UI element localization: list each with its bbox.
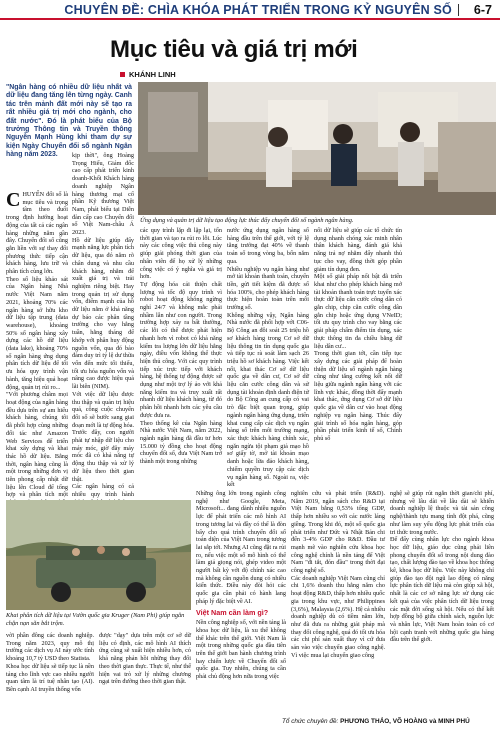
column-1-lower: [6, 632, 94, 694]
col4-para-2: Không những vậy, Ngân hàng Nhà nước đã phối hợp với C06-Bộ Công an đôi soát 25 triệu hồ sơ khách hàng trong Cơ sở dữ liệu thông tin tín dụng quốc gia và tiếp tục rà soát làm sạch 26 triệu hồ sơ khách hàng. Việc kết nối, khai thác Cơ sở dữ liệu quốc gia về dân cư, Cơ sở dữ liệu căn cước công dân và sử dụng tài khoản định danh điện tử do Bộ Công an cung cấp có vai trò đặc biệt quan trọng, giúp ngành ngân hàng ứng dụng, triển khai cung cấp các dịch vụ ngân hàng số trên môi trường mạng, xác thực khách hàng chính xác, ngăn ngừa tội phạm giả mạo hồ sơ giấy tờ, mở tài khoản mạo danh hoặc lừa đảo khách hàng, chiếm quyền truy cập các dịch vụ ngân hàng số. Ngoài ra, việc kết: [227, 311, 309, 489]
col5-para-2: Trong thời gian tới, cần tiếp tục xây dựng các giải pháp để hoàn thiện dữ liệu số ngành ngân hàng cũng như tăng cường kết nối dữ liệu giữa ngành ngân hàng với các lĩnh vực khác, đồng thời đẩy mạnh khai thác, ứng dụng Cơ sở dữ liệu quốc gia về dân cư vào hoạt động nghiệp vụ ngân hàng. Thúc đẩy giải trình số hóa ngân hàng, góp phần phát triển kinh tế số, Chính phủ số: [314, 350, 402, 442]
column-5: [314, 227, 402, 443]
col5b-para-1: Để đẩy cùng nhân lực cho ngành khoa học dữ liệu, giáo dục cũng phải liên phong chuyển đổi số trong nội dung đào tạo, chất lượng đào tạo về khoa học thống kê, khoa học dữ liệu. Việc này không chỉ giúp đào tạo đội ngũ lao động có năng lực phân tích dữ liệu mà còn giúp xã hội, nhất là các cơ sở năng lực sử dụng các kết quả của việc phân tích dữ liệu trong các mặt đời sống xã hội. Nếu có thể kết hợp đồng bộ giữa chính sách, nguồn lực và nhân lực, Việt Nam hoàn toàn có cơ hội cạnh tranh với những quốc gia hàng đầu trên thế giới.: [390, 536, 494, 644]
column-4-lower: [291, 490, 385, 659]
article-byline: [120, 70, 176, 79]
photo-bank-office: [138, 82, 496, 215]
col3b-para-0: Những ông lớn trong ngành công nghệ như Google, Meta, Microsoft... đang dành nhiều nguồn lực để phát triển các mô hình AI trong tương lai và đầy có thể là đòn bẩy cho quá trình chuyển đổi số toàn diện của Việt Nam trong tương lai sắp tới. Nhưng AI cũng đặt ra rủi ro, nếu việc một số mô hình có thể làm giả giọng nói, ghép video một người bất kỳ với độ chính xác cao mà không cần nguồn dung có nhiều kiến thức. Điều này đòi hỏi các quốc gia cần phải có hành lang pháp lý đặc biệt về AI.: [196, 490, 286, 605]
col1b-para-0: vời phần đông các doanh nghiệp. Trong năm 2023, quy mô thị trường các dịch vụ AI này ước tính khoảng 10,7 tỷ USD theo Statista.: [6, 632, 94, 663]
section-title: CHUYÊN ĐỀ: CHÌA KHÓA PHÁT TRIỂN TRONG KỶ NGUYÊN SỐ: [64, 3, 452, 17]
col5-para-1: Một số giải pháp nổi bật đã triển khai như cho phép khách hàng mở tài khoản thanh toán trực tuyến xác thực dữ liệu căn cước công dân có gắn chip, chip căn cước công dân gắn chip hoặc ứng dụng VNeID; tối ưu quy trình cho vay bằng các giải pháp chấm điểm tín dụng, xác thực thông tin đa chiều bằng dữ liệu dân cư...: [314, 273, 402, 350]
byline-marker-icon: [120, 72, 125, 77]
column-4: [227, 227, 309, 489]
organizer-credit: [282, 718, 470, 725]
col4b-para-0: nghiên cứu và phát triển (R&D). Năm 2019, ngân sách cho R&D tại Việt Nam bằng 0,53% tổng GDP, thấp hơn nhiều so với các nước láng giềng. Trong khi đó, một số quốc gia phát triển như Đức và Nhật Bản chi đến 3-4% GDP cho R&D. Đầu tư mạnh mẽ vào nghiên cứu khoa học công nghệ chính là nền tảng để Việt Nam "đi tắt, đón đầu" trong thời đại công nghệ số.: [291, 490, 385, 575]
column-2-lower: [99, 632, 191, 686]
photo-kruger-safari: [6, 500, 191, 610]
col3-para-0: các quy trình lặp đi lặp lại, tốn thời gian và tạo ra rủi ro lỗi. Lúc này các công việc thủ công này giúp giải phóng thời gian của nhân viên để họ xử lý những công việc có ý nghĩa và giá trị hơn.: [140, 227, 222, 281]
col1-para-1: Theo số liệu khảo sát của Ngân hàng Nhà nước Việt Nam năm 2021, khoảng 70% các ngân hàng sở hữu kho dữ liệu tập trung (data warehouse), khoảng 50% số ngân hàng xây dựng các hồ dữ liệu (data lake), khoảng 70% số ngân hàng ứng dụng phân tích dữ liệu để tối ưu hóa quy trình vận hành, tăng hiệu quả hoạt động, quản trị rủi ro...: [6, 275, 68, 391]
col2b-para-0: được "dạy" dựa trên một cơ sở dữ liệu có định, các mô hình AI thích ứng cùng sẽ xuất hiện nhiều hơn, có khả năng phản hồi những thay đổi theo thời gian thực. Thực tế, như thế hiện vai trò xử lý những chương ngại trên đường theo thời gian thật.: [99, 632, 191, 686]
byline-author: KHÁNH LINH: [129, 70, 176, 79]
col2-para-1: Hồ dữ liệu giúp đẩy mạnh năng lực phân tích dữ liệu, qua đó năm rõ chân dung và nhu cầu khách hàng, nhằm để xuất giá trị và trải nghiệm riêng biệt. Hay trong quản trị sử dụng vốn, điểm mạnh của hồ dữ liệu nằm ở khả năng dự báo các phân tầng trường cho vay hằng tuần, hằng tháng để khớp với phân huy động nguồn vốn, qua đó bảo đảm duy trì tỷ lệ dư thừa vốn đến mức tối thiểu, tối ưu hóa nguồn vốn và nâng cao được hiệu quả lãi biên (NIM).: [72, 236, 134, 391]
credit-label: Tổ chức chuyên đề:: [282, 718, 339, 725]
column-5-lower: [390, 490, 494, 644]
col4-para-0: nước ứng dụng ngân hàng số hàng đầu trên thế giới, với tỷ lệ tăng trưởng đạt 40% về thanh toán số trong vòng ba, bốn năm qua.: [227, 227, 309, 265]
credit-names: PHƯƠNG THẢO, VÕ HOÀNG và MINH PHÚ: [340, 718, 470, 725]
column-3: [140, 227, 222, 466]
col3c-para-0: Nền công nghiệp số, với nền tảng là khoa học dữ liệu, là xu thế không thể khác trên thế giới. Việt Nam là một trong những quốc gia đầu tiên trên thế giới ban hành chương trình hay chiến lược về Chuyển đổi số quốc gia. Tuy nhiên, chúng ta cần phải chủ động hơn nữa trong việc: [196, 619, 286, 681]
col4b-para-1: Các doanh nghiệp Việt Nam cũng chỉ chi 1,6% doanh thu hằng năm cho hoạt động R&D, thấp hơn nhiều quốc gia trong khu vực, như Philippines (3,6%), Malaysia (2,6%). Hệ cả nhiều doanh nghiệp dù có tiềm năm lớn, như đã đưa ra những giải pháp mà thay đổi công nghệ, quá đó tối ưu hóa các chi phí sản xuất thay vì cứ đưa sản vào việc chuyển giao công nghệ. Vì việc mua lại chuyển giao công: [291, 574, 385, 659]
col1-para-2: "Với phương châm mọi hoạt động của ngân hàng đều dựa trên sự am hiểu khách hàng, chúng tôi đã phối hợp cùng những đối tác như Amazon Web Services để triển khai xây dựng và khai thác hồ dữ liệu. Bằng thời, ngân hàng cũng là một trong những đơn vị tiên phong cấp nhật dữ liệu lên Cloud để tổng hợp và phân tích một: [6, 391, 68, 499]
article-headline: Mục tiêu và giá trị mới: [110, 36, 358, 63]
photo-kruger-safari-image: [6, 500, 191, 610]
col2-para-2: Với việc dữ liệu được thu thập và quản trị hiệu quả, công cuộc chuyển đổi số sẽ bước sang giai đoạn mới là tự động hóa. Trước đây, con người phải tự nhập dữ liệu cho máy móc, giờ đây máy móc đã có khả năng tự động thu thập và xử lý dữ liệu theo thời gian thật.: [72, 390, 134, 483]
article-lead: "Ngân hàng có nhiều dữ liệu nhất và dữ liệu đang tăng lên từng ngày. Canh tác trên mảnh đất mới này sẽ tạo ra rất nhiều giá trị mới cho ngành, cho đất nước". Đó là phát biểu của Bộ trưởng Thông tin và Truyền thông Nguyễn Mạnh Hùng khi tham dự sự kiện Ngày Chuyển đổi số ngành Ngân hàng năm 2023.: [6, 84, 132, 159]
column-1: [6, 191, 68, 522]
header-divider: [458, 4, 459, 16]
col3-para-1: Tự động hóa cải thiện chất lượng và tốc độ quy trình vì robot hoạt động không ngừng nghỉ 24/7 và không mắc phải nhầm lẫn như con người. Trong trường hợp xảy ra bất thường, các lỗi có thể được phát hiện nhanh hơn vì robot có khả năng kiểm tra lượng lớn dữ liệu hằng ngày, điều vốn không thể thực hiện thủ công. Với các quy trình tiếp xúc trực tiếp với khách hàng, hệ thống tự động được sử dụng như một trợ lý ảo với khả năng kiểm tra và truy xuất rất nhanh dữ liệu khách hàng, từ đó phân hồi nhanh hơn các yêu cầu được đưa ra.: [140, 280, 222, 419]
subhead-viet-nam: Việt Nam cần làm gì?: [196, 607, 269, 617]
col2-para-3: Các ngân hàng có cả nhiều quy trình hành: [72, 483, 134, 498]
col5b-para-0: nghệ sẽ giúp rút ngắn thời gian/chi phí, nhưng về lâu dài về lâu dài sẽ khiến doanh nghiệp lệ thuộc và tài sản công nghệ/thành tựu mang tính đột phá, cũng như làm suy yếu động lực phát triển của tri thức trong nước.: [390, 490, 494, 536]
column-3-lower: [196, 490, 286, 681]
col4-para-1: Nhiều nghiệp vụ ngân hàng như mở tài khoản thanh toán, chuyển tiền, gửi tiết kiệm đã được số hóa 100%, cho phép khách hàng thực hiện hoàn toàn trên môi trường số.: [227, 265, 309, 312]
col2-para-0: kịp thời", ông Hoàng Trọng Hiếu, Giám đốc cao cấp phát triển kinh doanh-Khối Khách hàng doanh nghiệp Ngân hàng thương mại cổ phần Kỹ thương Việt Nam, phát biểu tại Diễn đàn cấp cao Chuyển đổi số Việt Nam-châu Á 2023.: [72, 152, 134, 237]
photo-bank-office-image: [138, 82, 496, 215]
page-number: 6-7: [473, 3, 492, 17]
photo-bank-office-caption: Ứng dụng và quản trị dữ liệu tạo động lực thúc đẩy chuyển đổi số ngành ngân hàng.: [140, 217, 354, 224]
drop-cap: C: [6, 189, 21, 211]
col1b-para-1: Khoa học dữ liệu sẽ tiếp tục là nền tảng cho lĩnh vực cao nhiều người quan tâm là trí tuệ nhân tạo (AI). Bên cạnh AI truyền thống vốn: [6, 662, 94, 693]
col3-para-2: Theo thống kê của Ngân hàng Nhà nước Việt Nam, năm 2022, ngành ngân hàng đã đầu tư hơn 15.000 tỷ đồng cho hoạt động chuyển đổi số, đưa Việt Nam trở thành một trong những: [140, 419, 222, 466]
col5-para-0: nối dữ liệu sẽ giúp các tổ chức tín dụng nhanh chóng xác minh nhân thân khách hàng, đánh giá khả năng trả nợ nhằm đẩy nhanh thủ tục cho vay, đồng thời góp phần giảm tín dụng đen.: [314, 227, 402, 273]
photo-kruger-safari-caption: Khai phân tích dữ liệu tại Vườn quốc gia Kruger (Nam Phi) giúp ngăn chặn nạn săn bắt trộm.: [6, 612, 185, 627]
page-header: [0, 0, 500, 20]
col1-para-0: CHUYỂN đổi số là mục tiêu và trọng tâm theo đuổi trong định hướng hoạt động của tất cả các ngân hàng những năm gần đây. Chuyển đổi số cũng gắn liền với sự thay đổi phương thức tiếp cận khách hàng, lưu trữ và phân tích cùng lớn.: [6, 189, 68, 276]
